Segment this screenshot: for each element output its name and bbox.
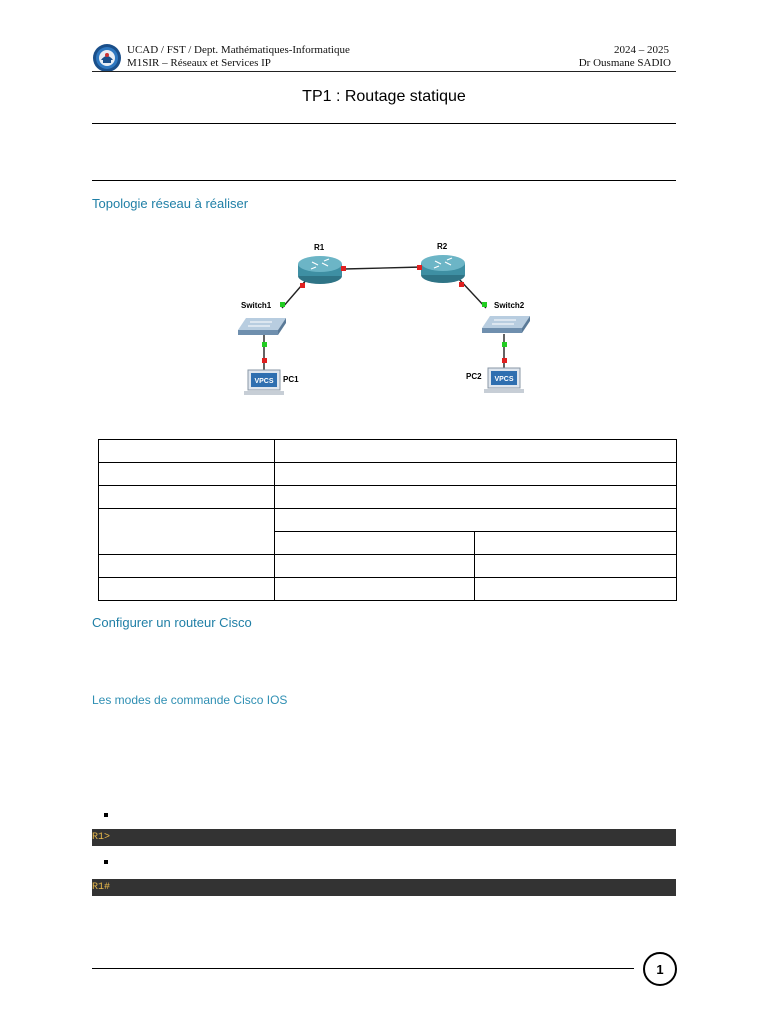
port-r2-switch2-swside bbox=[482, 302, 487, 307]
title-rule-top bbox=[92, 123, 676, 124]
header-author: Dr Ousmane SADIO bbox=[578, 57, 671, 69]
table-cell bbox=[475, 555, 677, 578]
table-cell bbox=[274, 532, 475, 555]
title-rule-bottom bbox=[92, 180, 676, 181]
router-r1-icon bbox=[298, 256, 342, 284]
table-row bbox=[99, 486, 677, 509]
table-cell bbox=[274, 440, 676, 463]
code-prompt-user: R1> bbox=[92, 832, 111, 843]
addressing-table bbox=[98, 439, 677, 601]
table-row bbox=[99, 555, 677, 578]
port-r1-switch1-r1side bbox=[300, 283, 305, 288]
code-block-user-mode bbox=[92, 829, 676, 846]
bullet-marker-2 bbox=[104, 860, 108, 864]
table-cell bbox=[99, 463, 275, 486]
label-switch2: Switch2 bbox=[494, 301, 525, 310]
port-r2-switch2-r2side bbox=[459, 282, 464, 287]
bullet-marker-1 bbox=[104, 813, 108, 817]
link-r1-switch1 bbox=[282, 278, 308, 308]
table-cell bbox=[274, 578, 475, 601]
table-cell bbox=[274, 463, 676, 486]
port-switch2-pc2-pcside bbox=[502, 358, 507, 363]
table-cell bbox=[99, 440, 275, 463]
section-heading-configure: Configurer un routeur Cisco bbox=[92, 615, 252, 630]
port-switch1-pc1-swside bbox=[262, 342, 267, 347]
table-row bbox=[99, 578, 677, 601]
port-switch1-pc1-pcside bbox=[262, 358, 267, 363]
table-cell bbox=[274, 486, 676, 509]
table-cell bbox=[99, 486, 275, 509]
header-year: 2024 – 2025 bbox=[614, 44, 669, 56]
header-institution: UCAD / FST / Dept. Mathématiques-Informatique bbox=[127, 44, 350, 56]
code-prompt-privileged: R1# bbox=[92, 882, 111, 893]
footer-rule bbox=[92, 968, 634, 969]
table-cell bbox=[99, 578, 275, 601]
pc1-vpcs-badge: VPCS bbox=[254, 378, 274, 385]
label-r2: R2 bbox=[437, 242, 448, 251]
port-switch2-pc2-swside bbox=[502, 342, 507, 347]
code-block-privileged-mode bbox=[92, 879, 676, 896]
section-heading-topology: Topologie réseau à réaliser bbox=[92, 196, 249, 211]
table-cell bbox=[274, 509, 676, 532]
label-pc1: PC1 bbox=[283, 375, 299, 384]
table-row bbox=[99, 509, 677, 532]
switch2-icon bbox=[482, 316, 530, 333]
header-rule bbox=[92, 71, 676, 72]
table-cell bbox=[475, 578, 677, 601]
port-r1-r2-r1side bbox=[341, 266, 346, 271]
university-seal-icon bbox=[92, 43, 122, 73]
label-r1: R1 bbox=[314, 243, 325, 252]
switch1-icon bbox=[238, 318, 286, 335]
header-program: M1SIR – Réseaux et Services IP bbox=[127, 57, 271, 69]
page-title: TP1 : Routage statique bbox=[302, 88, 466, 105]
network-topology-diagram bbox=[236, 238, 536, 408]
table-row bbox=[99, 463, 677, 486]
table-cell bbox=[274, 555, 475, 578]
label-switch1: Switch1 bbox=[241, 301, 272, 310]
header-logo bbox=[92, 43, 122, 73]
label-pc2: PC2 bbox=[466, 372, 482, 381]
section-heading-modes: Les modes de commande Cisco IOS bbox=[92, 693, 288, 707]
port-r1-r2-r2side bbox=[417, 265, 422, 270]
table-cell bbox=[475, 532, 677, 555]
port-r1-switch1-swside bbox=[280, 302, 285, 307]
table-row bbox=[99, 440, 677, 463]
page-number: 1 bbox=[643, 952, 677, 986]
table-cell bbox=[99, 509, 275, 555]
link-r1-r2 bbox=[344, 267, 422, 269]
router-r2-icon bbox=[421, 255, 465, 283]
table-cell bbox=[99, 555, 275, 578]
pc2-vpcs-badge: VPCS bbox=[494, 376, 514, 383]
